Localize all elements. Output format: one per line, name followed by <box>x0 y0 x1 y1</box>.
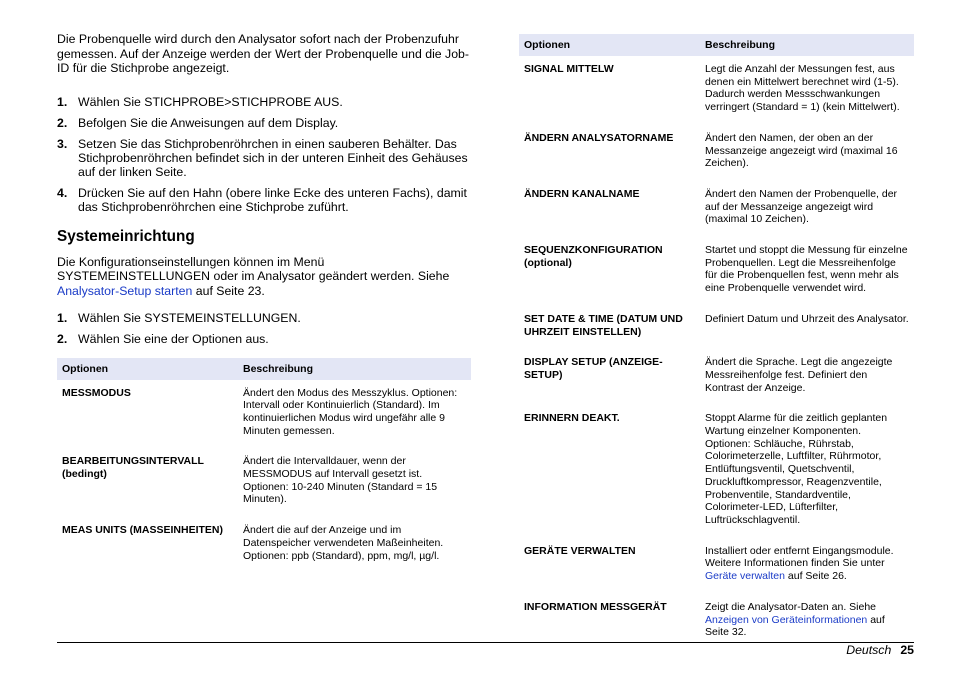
footer-divider <box>57 642 914 643</box>
option-description <box>700 405 914 537</box>
list-item <box>57 137 471 179</box>
step-text: Wählen Sie STICHPROBE>STICHPROBE AUS. <box>78 94 343 109</box>
option-description <box>238 517 471 573</box>
step-number: 3. <box>57 136 68 151</box>
option-name: GERÄTE VERWALTEN <box>524 544 636 557</box>
description-text-suffix: auf Seite 32. <box>705 613 885 639</box>
step-number: 2. <box>57 115 68 130</box>
right-column <box>519 34 914 650</box>
table-row <box>519 181 914 237</box>
analysator-setup-link[interactable]: Analysator-Setup starten <box>57 283 193 298</box>
option-name: INFORMATION MESSGERÄT <box>524 600 667 613</box>
option-name: ERINNERN DEAKT. <box>524 412 620 425</box>
option-description <box>238 448 471 517</box>
step-number: 1. <box>57 310 68 325</box>
option-name: BEARBEITUNGSINTERVALL (bedingt) <box>62 455 204 481</box>
list-item <box>57 186 471 214</box>
left-column <box>57 32 471 573</box>
description-text: Ändert die Intervalldauer, wenn der MESSMODUS auf Intervall gesetzt ist. Optionen: 10-240 Minuten (Standard = 15 Minuten). <box>243 455 438 506</box>
list-item <box>57 332 471 346</box>
description-text: Legt die Anzahl der Messungen fest, aus denen ein Mittelwert berechnet wird (1-5). Dadurch werden Messschwankungen verringert (Standard = 1) (kein Mittelwert). <box>705 63 900 114</box>
description-text: Definiert Datum und Uhrzeit des Analysator. <box>705 312 909 325</box>
table-row <box>57 517 471 573</box>
step-text: Drücken Sie auf den Hahn (obere linke Ecke des unteren Fachs), damit das Stichprobenröhrchen eine Stichprobe zuführt. <box>78 185 467 214</box>
step-text: Befolgen Sie die Anweisungen auf dem Display. <box>78 115 339 130</box>
table-row <box>519 306 914 349</box>
option-name: SET DATE & TIME (DATUM UND UHRZEIT EINSTELLEN) <box>524 312 683 338</box>
option-description <box>700 306 914 349</box>
intro-paragraph: Die Probenquelle wird durch den Analysator sofort nach der Probenzufuhr gemessen. Auf der Anzeige werden der Wert der Probenquelle und die Job-ID für die Stichprobe angezeigt. <box>57 32 469 76</box>
option-name: SEQUENZKONFIGURATION (optional) <box>524 244 663 269</box>
table-row <box>519 349 914 405</box>
table-row <box>519 125 914 181</box>
step-text: Setzen Sie das Stichprobenröhrchen in einen sauberen Behälter. Das Stichprobenröhrchen befindet sich in der unteren Einheit des Gehäuses auf der linken Seite. <box>78 136 468 179</box>
step-number: 1. <box>57 94 68 109</box>
option-description <box>700 538 914 594</box>
option-name: SIGNAL MITTELW <box>524 63 614 75</box>
table-row <box>57 380 471 449</box>
option-description <box>700 125 914 181</box>
options-table-right <box>519 34 914 650</box>
option-name: DISPLAY SETUP (ANZEIGE-SETUP) <box>524 356 663 381</box>
options-table-left <box>57 358 471 574</box>
step-text: Wählen Sie eine der Optionen aus. <box>78 331 269 346</box>
table-row <box>57 448 471 517</box>
description-text: Ändert den Namen der Probenquelle, der auf der Messanzeige angezeigt wird (maximal 10 Zeichen). <box>705 187 898 226</box>
description-text: Installiert oder entfernt Eingangsmodule. Weitere Informationen finden Sie unter <box>705 544 894 570</box>
table-row <box>519 538 914 594</box>
option-description <box>700 56 914 125</box>
table-row <box>519 56 914 125</box>
cross-reference-link[interactable]: Geräte verwalten <box>705 570 785 583</box>
description-text-suffix: auf Seite 26. <box>784 570 847 583</box>
option-description <box>700 349 914 405</box>
footer-language: Deutsch <box>846 643 892 657</box>
page-footer <box>846 643 914 657</box>
list-item <box>57 95 471 109</box>
step-number: 2. <box>57 331 68 346</box>
table-header-description: Beschreibung <box>700 34 914 56</box>
config-text-1: Die Konfigurationseinstellungen können im Menü SYSTEMEINSTELLUNGEN oder im Analysator geändert werden. Siehe <box>57 254 450 284</box>
list-item <box>57 311 471 325</box>
section-heading: Systemeinrichtung <box>57 227 195 245</box>
table-header-options: Optionen <box>519 34 700 56</box>
description-text: Ändert die auf der Anzeige und im Datenspeicher verwendeten Maßeinheiten. Optionen: ppb (Standard), ppm, mg/l, µg/l. <box>243 524 444 562</box>
description-text: Startet und stoppt die Messung für einzelne Probenquellen. Legt die Messreihenfolge für die Probenquellen fest, wenn mehr als eine Probenquelle verwendet wird. <box>705 244 908 295</box>
table-row <box>519 237 914 306</box>
option-name: MESSMODUS <box>62 386 131 399</box>
description-text: Ändert die Sprache. Legt die angezeigte Messreihenfolge fest. Definiert den Kontrast der Anzeige. <box>705 356 893 394</box>
list-item <box>57 116 471 130</box>
table-row <box>519 405 914 537</box>
option-description <box>238 380 471 449</box>
page-number: 25 <box>900 643 914 657</box>
option-name: ÄNDERN ANALYSATORNAME <box>524 131 674 144</box>
cross-reference-link[interactable]: Anzeigen von Geräteinformationen <box>705 613 868 626</box>
option-name: MEAS UNITS (MASSEINHEITEN) <box>62 524 224 537</box>
config-paragraph <box>57 255 471 299</box>
table-header-options: Optionen <box>57 358 238 380</box>
config-steps-list <box>57 311 471 346</box>
description-text: Stoppt Alarme für die zeitlich geplanten Wartung einzelner Komponenten. Optionen: Schläuche, Rührstab, Colorimeterzelle, Luftfilter, Rührmotor, Entlüftungsventil, Quetschventil, Druckluftkompressor, Reagenzventile, Probenventile, Standardventile, Colorimeter-LED, Lüfterfilter, Luftrückschlagventil. <box>705 412 888 526</box>
config-text-2: auf Seite 23. <box>192 283 265 298</box>
description-text: Ändert den Modus des Messzyklus. Optionen: Intervall oder Kontinuierlich (Standard). Im kontinuierlichen Modus wird ungefähr alle 9 Minuten gemessen. <box>243 386 458 437</box>
option-name: ÄNDERN KANALNAME <box>524 187 640 200</box>
step-text: Wählen Sie SYSTEMEINSTELLUNGEN. <box>78 310 301 325</box>
description-text: Zeigt die Analysator-Daten an. Siehe <box>705 600 877 613</box>
table-header-description: Beschreibung <box>238 358 471 380</box>
sample-steps-list <box>57 95 471 214</box>
step-number: 4. <box>57 185 68 200</box>
option-description <box>700 237 914 306</box>
description-text: Ändert den Namen, der oben an der Messanzeige angezeigt wird (maximal 16 Zeichen). <box>705 131 898 170</box>
option-description <box>700 181 914 237</box>
